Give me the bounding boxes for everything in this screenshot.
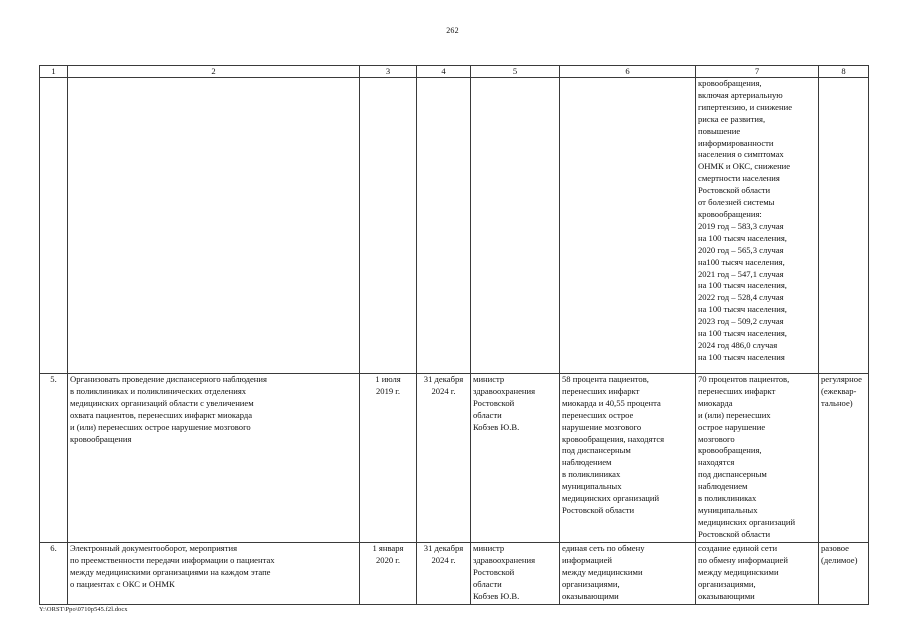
text-line: включая артериальную	[698, 89, 783, 100]
number-cell: 6.	[40, 543, 68, 605]
number-cell: 5.	[40, 374, 68, 543]
baseline-cell	[560, 543, 696, 605]
responsible-cell	[471, 543, 560, 605]
text-line: по преемственности передачи информации о пациентах	[70, 554, 275, 565]
column-header: 5	[471, 66, 560, 78]
text-line: смертности населения	[698, 173, 780, 184]
text-line: Электронный документооборот, мероприятия	[70, 543, 238, 553]
number-cell	[40, 78, 68, 374]
text-line: 2021 год – 547,1 случая	[698, 268, 784, 279]
text-line: информированности	[698, 137, 774, 148]
text-line: в поликлиниках	[698, 493, 757, 504]
text-line: 31 декабря	[423, 374, 464, 384]
text-line: и (или) перенесших	[698, 409, 771, 420]
text-line: перенесших инфаркт	[562, 385, 640, 396]
text-line: гипертензию, и снижение	[698, 101, 793, 112]
column-header: 2	[68, 66, 360, 78]
end-date-cell	[417, 543, 471, 605]
text-line: области	[473, 578, 502, 589]
text-line: миокарда	[698, 397, 733, 408]
table-row	[40, 543, 869, 605]
text-line: на 100 тысяч населения,	[698, 328, 787, 339]
text-line: 2023 год – 509,2 случая	[698, 316, 784, 327]
text-line: под диспансерным	[562, 445, 631, 456]
text-line: министр	[473, 543, 505, 553]
text-line: оказывающими	[698, 590, 755, 601]
text-line: на 100 тысяч населения,	[698, 280, 787, 291]
text-line: создание единой сети	[698, 543, 778, 553]
action-plan-table	[39, 65, 869, 605]
text-line: ОНМК и ОКС, снижение	[698, 161, 791, 172]
text-line: информацией	[562, 554, 613, 565]
text-line: (ежеквар-	[821, 385, 857, 396]
text-line: 2019 г.	[375, 385, 401, 396]
text-line: 1 января	[372, 543, 404, 553]
column-header: 6	[560, 66, 696, 78]
text-line: охвата пациентов, перенесших инфаркт миокарда	[70, 409, 253, 420]
text-line: о пациентах с ОКС и ОНМК	[70, 578, 175, 589]
type-cell	[819, 543, 869, 605]
baseline-cell	[560, 374, 696, 543]
text-line: кровообращения:	[698, 208, 762, 219]
text-line: организациями,	[562, 578, 620, 589]
responsible-cell	[471, 78, 560, 374]
text-line: риска ее развития,	[698, 113, 766, 124]
text-line: медицинских организаций	[698, 516, 796, 527]
text-line: мозгового	[698, 433, 735, 444]
text-line: 2024 год 486,0 случая	[698, 339, 778, 350]
column-number-header-row	[40, 66, 869, 78]
text-line: организациями,	[698, 578, 756, 589]
text-line: разовое	[821, 543, 849, 553]
text-line: находятся	[698, 457, 735, 468]
text-line: Ростовской области	[698, 185, 771, 196]
text-line: министр	[473, 374, 505, 384]
text-line: между медицинскими	[562, 566, 643, 577]
text-line: оказывающими	[562, 590, 619, 601]
column-header: 7	[696, 66, 819, 78]
start-date-cell	[360, 543, 417, 605]
text-line: Кобзев Ю.В.	[473, 590, 520, 601]
text-line: 2020 г.	[375, 554, 401, 565]
column-header: 3	[360, 66, 417, 78]
text-line: 2022 год – 528,4 случая	[698, 292, 784, 303]
table-row	[40, 374, 869, 543]
text-line: кровообращения,	[698, 445, 762, 456]
end-date-cell	[417, 374, 471, 543]
column-header: 1	[40, 66, 68, 78]
text-line: здравоохранения	[473, 385, 536, 396]
result-cell	[696, 374, 819, 543]
text-line: и (или) перенесших острое нарушение мозгового	[70, 421, 251, 432]
text-line: кровообращения	[70, 433, 132, 444]
text-line: на 100 тысяч населения	[698, 351, 785, 362]
text-line: Организовать проведение диспансерного наблюдения	[70, 374, 267, 384]
text-line: здравоохранения	[473, 554, 536, 565]
text-line: кровообращения, находятся	[562, 433, 665, 444]
page-number: 262	[446, 26, 459, 35]
text-line: кровообращения,	[698, 78, 762, 88]
text-line: (делимое)	[821, 554, 858, 565]
table-row-continuation	[40, 78, 869, 374]
text-line: острое нарушение	[698, 421, 766, 432]
end-date-cell	[417, 78, 471, 374]
text-line: миокарда и 40,55 процента	[562, 397, 661, 408]
text-line: 70 процентов пациентов,	[698, 374, 790, 384]
text-line: тальное)	[821, 397, 853, 408]
text-line: медицинских организаций области с увеличением	[70, 397, 254, 408]
text-line: между медицинскими	[698, 566, 779, 577]
text-line: Ростовской	[473, 566, 515, 577]
text-line: на 100 тысяч населения,	[698, 304, 787, 315]
text-line: в поликлиниках и поликлинических отделениях	[70, 385, 247, 396]
text-line: на100 тысяч населения,	[698, 256, 785, 267]
text-line: 1 июля	[375, 374, 401, 384]
type-cell	[819, 374, 869, 543]
text-line: Ростовской	[473, 397, 515, 408]
text-line: Кобзев Ю.В.	[473, 421, 520, 432]
text-line: муниципальных	[698, 504, 758, 515]
text-line: 58 процента пациентов,	[562, 374, 649, 384]
footer-file-path: Y:\ORST\Ppo\0710p545.f2l.docx	[39, 606, 128, 613]
action-cell	[68, 543, 360, 605]
text-line: по обмену информацией	[698, 554, 788, 565]
text-line: населения о симптомах	[698, 149, 784, 160]
text-line: 2019 год – 583,3 случая	[698, 220, 784, 231]
baseline-cell	[560, 78, 696, 374]
column-header: 4	[417, 66, 471, 78]
action-cell	[68, 78, 360, 374]
text-line: между медицинскими организациями на каждом этапе	[70, 566, 271, 577]
result-cell	[696, 78, 819, 374]
action-cell	[68, 374, 360, 543]
text-line: области	[473, 409, 502, 420]
text-line: медицинских организаций	[562, 493, 660, 504]
text-line: 2020 год – 565,3 случая	[698, 244, 784, 255]
text-line: от болезней системы	[698, 197, 775, 208]
text-line: 31 декабря	[423, 543, 464, 553]
column-header: 8	[819, 66, 869, 78]
text-line: в поликлиниках	[562, 469, 621, 480]
result-cell	[696, 543, 819, 605]
text-line: 2024 г.	[431, 385, 456, 396]
text-line: перенесших инфаркт	[698, 385, 776, 396]
start-date-cell	[360, 78, 417, 374]
responsible-cell	[471, 374, 560, 543]
text-line: Ростовской области	[562, 504, 635, 515]
text-line: наблюдением	[562, 457, 612, 468]
text-line: перенесших острое	[562, 409, 634, 420]
text-line: регулярное	[821, 374, 862, 384]
start-date-cell	[360, 374, 417, 543]
text-line: единая сеть по обмену	[562, 543, 645, 553]
text-line: муниципальных	[562, 481, 622, 492]
type-cell	[819, 78, 869, 374]
text-line: нарушение мозгового	[562, 421, 642, 432]
text-line: Ростовской области	[698, 528, 771, 539]
text-line: повышение	[698, 125, 741, 136]
text-line: под диспансерным	[698, 469, 767, 480]
text-line: на 100 тысяч населения,	[698, 232, 787, 243]
text-line: наблюдением	[698, 481, 748, 492]
text-line: 2024 г.	[431, 554, 456, 565]
